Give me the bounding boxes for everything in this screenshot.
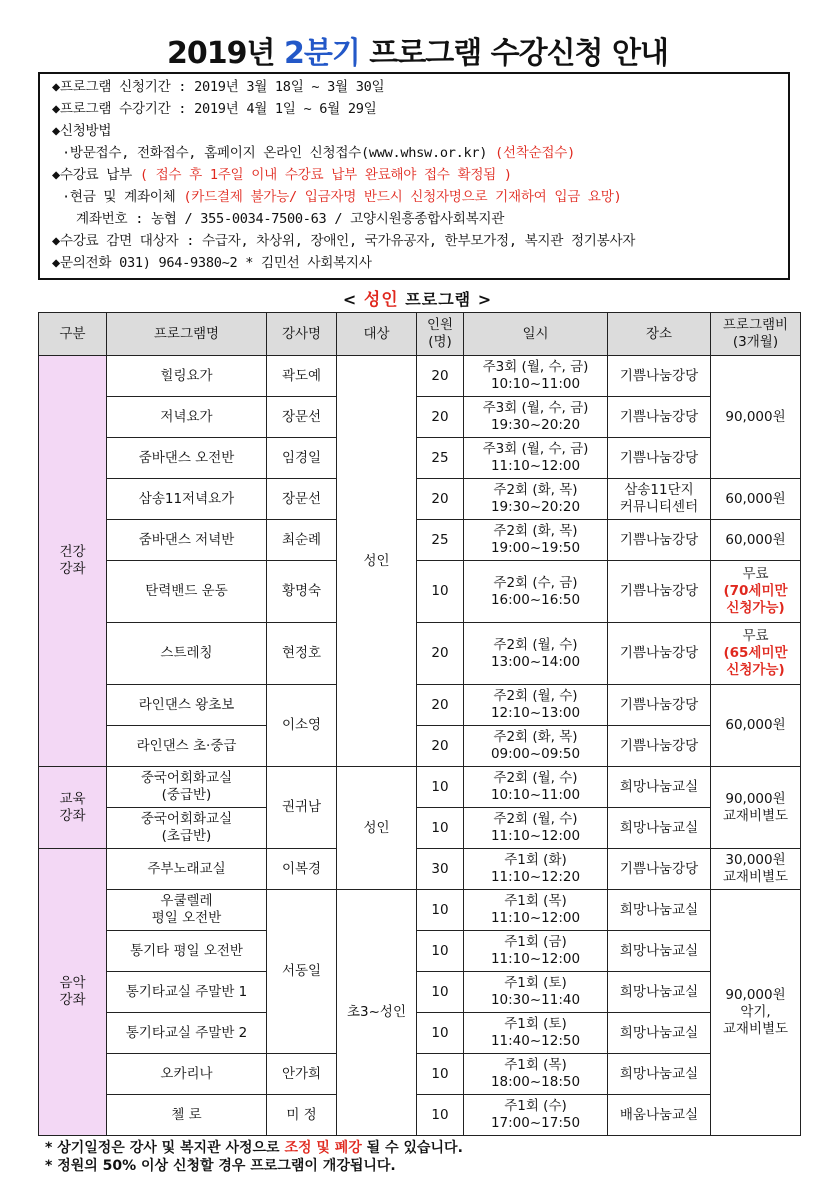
table-row bbox=[39, 849, 801, 890]
schedule: 주2회 (월, 수) 13:00~14:00 bbox=[464, 623, 608, 685]
place: 기쁨나눔강당 bbox=[608, 561, 711, 623]
header-schedule: 일시 bbox=[464, 313, 608, 356]
schedule: 주2회 (화, 목) 09:00~09:50 bbox=[464, 726, 608, 767]
program-name: 우쿨렐레 평일 오전반 bbox=[107, 890, 267, 931]
page-title bbox=[0, 28, 835, 72]
table-row bbox=[39, 726, 801, 767]
table-row bbox=[39, 685, 801, 726]
place: 기쁨나눔강당 bbox=[608, 438, 711, 479]
info-box bbox=[38, 72, 790, 280]
teacher-name: 권귀남 bbox=[267, 767, 337, 849]
table-body bbox=[39, 356, 801, 1136]
place: 기쁨나눔강당 bbox=[608, 397, 711, 438]
program-name: 탄력밴드 운동 bbox=[107, 561, 267, 623]
schedule: 주1회 (토) 10:30~11:40 bbox=[464, 972, 608, 1013]
title-text: 프로그램 수강신청 안내 bbox=[359, 36, 668, 71]
footer-notes bbox=[45, 1139, 463, 1175]
table-header-row bbox=[39, 313, 801, 356]
table-row bbox=[39, 931, 801, 972]
schedule: 주1회 (화) 11:10~12:20 bbox=[464, 849, 608, 890]
teacher-name: 곽도예 bbox=[267, 356, 337, 397]
program-name: 중국어회화교실 (중급반) bbox=[107, 767, 267, 808]
teacher-name: 장문선 bbox=[267, 479, 337, 520]
table-row bbox=[39, 623, 801, 685]
count: 10 bbox=[417, 808, 464, 849]
teacher-name: 서동일 bbox=[267, 890, 337, 1054]
table-row bbox=[39, 356, 801, 397]
count: 10 bbox=[417, 1013, 464, 1054]
footer-note-1 bbox=[45, 1139, 463, 1157]
target-elem: 초3~성인 bbox=[337, 890, 417, 1136]
title-quarter: 2분기 bbox=[283, 36, 360, 71]
program-name: 줌바댄스 오전반 bbox=[107, 438, 267, 479]
fee-label: ◆수강료 납부 bbox=[52, 167, 140, 183]
teacher-name: 이복경 bbox=[267, 849, 337, 890]
schedule: 주2회 (화, 목) 19:00~19:50 bbox=[464, 520, 608, 561]
header-fee: 프로그램비 (3개월) bbox=[711, 313, 801, 356]
teacher-name: 안가희 bbox=[267, 1054, 337, 1095]
cash-line bbox=[52, 186, 788, 208]
schedule: 주3회 (월, 수, 금) 19:30~20:20 bbox=[464, 397, 608, 438]
cash-label: ·현금 및 계좌이체 bbox=[62, 189, 184, 205]
title-year: 2019년 bbox=[167, 36, 284, 71]
table-row bbox=[39, 397, 801, 438]
schedule: 주1회 (금) 11:10~12:00 bbox=[464, 931, 608, 972]
schedule: 주1회 (수) 17:00~17:50 bbox=[464, 1095, 608, 1136]
table-row bbox=[39, 1013, 801, 1054]
program-name: 저녁요가 bbox=[107, 397, 267, 438]
program-name: 줌바댄스 저녁반 bbox=[107, 520, 267, 561]
method-note: (선착순접수) bbox=[495, 145, 575, 161]
program-name: 삼송11저녁요가 bbox=[107, 479, 267, 520]
method-desc: ·방문접수, 전화접수, 홈페이지 온라인 신청접수(www.whsw.or.kr) bbox=[62, 145, 496, 161]
schedule: 주3회 (월, 수, 금) 10:10~11:00 bbox=[464, 356, 608, 397]
program-name: 통기타교실 주말반 2 bbox=[107, 1013, 267, 1054]
header-teacher: 강사명 bbox=[267, 313, 337, 356]
table-row bbox=[39, 438, 801, 479]
teacher-name: 장문선 bbox=[267, 397, 337, 438]
teacher-name: 현정호 bbox=[267, 623, 337, 685]
category-edu: 교육 강좌 bbox=[39, 767, 107, 849]
schedule: 주2회 (화, 목) 19:30~20:20 bbox=[464, 479, 608, 520]
schedule: 주1회 (목) 18:00~18:50 bbox=[464, 1054, 608, 1095]
fee-music: 90,000원 악기, 교재비별도 bbox=[711, 890, 801, 1136]
schedule: 주2회 (월, 수) 12:10~13:00 bbox=[464, 685, 608, 726]
target-adult-health: 성인 bbox=[337, 356, 417, 767]
subtitle-highlight: 성인 bbox=[363, 290, 399, 310]
program-name: 라인댄스 초·중급 bbox=[107, 726, 267, 767]
teacher-name: 최순례 bbox=[267, 520, 337, 561]
method-label: ◆신청방법 bbox=[52, 123, 112, 139]
apply-period: ◆프로그램 신청기간 : 2019년 3월 18일 ~ 3월 30일 bbox=[52, 79, 385, 95]
fee-singing: 30,000원 교재비별도 bbox=[711, 849, 801, 890]
table-row bbox=[39, 1054, 801, 1095]
count: 25 bbox=[417, 520, 464, 561]
target-adult-edu: 성인 bbox=[337, 767, 417, 890]
contact-line: ◆문의전화 031) 964-9380~2 * 김민선 사회복지사 bbox=[52, 255, 372, 271]
program-name: 중국어회화교실 (초급반) bbox=[107, 808, 267, 849]
count: 10 bbox=[417, 931, 464, 972]
header-target: 대상 bbox=[337, 313, 417, 356]
table-row bbox=[39, 890, 801, 931]
header-place: 장소 bbox=[608, 313, 711, 356]
place: 희망나눔교실 bbox=[608, 808, 711, 849]
schedule: 주2회 (월, 수) 10:10~11:00 bbox=[464, 767, 608, 808]
section-subtitle bbox=[0, 285, 835, 310]
program-name: 통기타교실 주말반 1 bbox=[107, 972, 267, 1013]
fee-note: ( 접수 후 1주일 이내 수강료 납부 완료해야 접수 확정됨 ) bbox=[139, 167, 512, 183]
table-row bbox=[39, 520, 801, 561]
fee-band bbox=[711, 561, 801, 623]
schedule: 주1회 (목) 11:10~12:00 bbox=[464, 890, 608, 931]
place: 배움나눔교실 bbox=[608, 1095, 711, 1136]
program-name: 힐링요가 bbox=[107, 356, 267, 397]
teacher-name: 미 정 bbox=[267, 1095, 337, 1136]
place: 기쁨나눔강당 bbox=[608, 849, 711, 890]
place: 기쁨나눔강당 bbox=[608, 356, 711, 397]
account-line: 계좌번호 : 농협 / 355-0034-7500-63 / 고양시원흥종합사회복지관 bbox=[76, 211, 505, 227]
place: 희망나눔교실 bbox=[608, 767, 711, 808]
place: 희망나눔교실 bbox=[608, 931, 711, 972]
fee-stretch-free: 무료 bbox=[742, 628, 769, 644]
fee-stretch bbox=[711, 623, 801, 685]
teacher-name: 황명숙 bbox=[267, 561, 337, 623]
header-category: 구분 bbox=[39, 313, 107, 356]
fee-zumba-evening: 60,000원 bbox=[711, 520, 801, 561]
table-row bbox=[39, 972, 801, 1013]
subtitle-right: 프로그램 > bbox=[398, 290, 493, 309]
program-name: 라인댄스 왕초보 bbox=[107, 685, 267, 726]
count: 10 bbox=[417, 561, 464, 623]
footer-note-1a: * 상기일정은 강사 및 복지관 사정으로 bbox=[45, 1140, 285, 1156]
category-health: 건강 강좌 bbox=[39, 356, 107, 767]
fee-line bbox=[52, 164, 788, 186]
table-row bbox=[39, 808, 801, 849]
count: 30 bbox=[417, 849, 464, 890]
table-row bbox=[39, 561, 801, 623]
footer-note-1b: 될 수 있습니다. bbox=[361, 1140, 463, 1156]
place: 희망나눔교실 bbox=[608, 890, 711, 931]
category-music: 음악 강좌 bbox=[39, 849, 107, 1136]
count: 20 bbox=[417, 397, 464, 438]
discount-line: ◆수강료 감면 대상자 : 수급자, 차상위, 장애인, 국가유공자, 한부모가정, 복지관 정기봉사자 bbox=[52, 233, 636, 249]
table-row bbox=[39, 479, 801, 520]
fee-band-free: 무료 bbox=[742, 566, 769, 582]
place: 기쁨나눔강당 bbox=[608, 623, 711, 685]
footer-note-2: * 정원의 50% 이상 신청할 경우 프로그램이 개강됩니다. bbox=[45, 1158, 396, 1174]
header-program: 프로그램명 bbox=[107, 313, 267, 356]
place: 삼송11단지 커뮤니티센터 bbox=[608, 479, 711, 520]
place: 희망나눔교실 bbox=[608, 1013, 711, 1054]
fee-band-note: (70세미만 신청가능) bbox=[723, 583, 788, 616]
count: 10 bbox=[417, 767, 464, 808]
count: 20 bbox=[417, 623, 464, 685]
place: 희망나눔교실 bbox=[608, 972, 711, 1013]
program-name: 주부노래교실 bbox=[107, 849, 267, 890]
count: 10 bbox=[417, 1054, 464, 1095]
count: 10 bbox=[417, 972, 464, 1013]
fee-chinese: 90,000원 교재비별도 bbox=[711, 767, 801, 849]
method-text bbox=[52, 142, 788, 164]
program-table bbox=[38, 312, 801, 1136]
place: 희망나눔교실 bbox=[608, 1054, 711, 1095]
place: 기쁨나눔강당 bbox=[608, 520, 711, 561]
schedule: 주3회 (월, 수, 금) 11:10~12:00 bbox=[464, 438, 608, 479]
table-row bbox=[39, 767, 801, 808]
count: 20 bbox=[417, 726, 464, 767]
count: 25 bbox=[417, 438, 464, 479]
fee-samsong: 60,000원 bbox=[711, 479, 801, 520]
schedule: 주1회 (토) 11:40~12:50 bbox=[464, 1013, 608, 1054]
count: 20 bbox=[417, 479, 464, 520]
count: 10 bbox=[417, 1095, 464, 1136]
count: 20 bbox=[417, 356, 464, 397]
place: 기쁨나눔강당 bbox=[608, 685, 711, 726]
program-name: 통기타 평일 오전반 bbox=[107, 931, 267, 972]
schedule: 주2회 (수, 금) 16:00~16:50 bbox=[464, 561, 608, 623]
header-count: 인원 (명) bbox=[417, 313, 464, 356]
teacher-name: 이소영 bbox=[267, 685, 337, 767]
course-period: ◆프로그램 수강기간 : 2019년 4월 1일 ~ 6월 29일 bbox=[52, 101, 377, 117]
place: 기쁨나눔강당 bbox=[608, 726, 711, 767]
fee-stretch-note: (65세미만 신청가능) bbox=[723, 645, 788, 678]
cash-note: (카드결제 불가능/ 입금자명 반드시 신청자명으로 기재하여 입금 요망) bbox=[183, 189, 622, 205]
count: 20 bbox=[417, 685, 464, 726]
teacher-name: 임경일 bbox=[267, 438, 337, 479]
table-row bbox=[39, 1095, 801, 1136]
fee-yoga: 90,000원 bbox=[711, 356, 801, 479]
count: 10 bbox=[417, 890, 464, 931]
program-name: 첼 로 bbox=[107, 1095, 267, 1136]
program-name: 스트레칭 bbox=[107, 623, 267, 685]
schedule: 주2회 (월, 수) 11:10~12:00 bbox=[464, 808, 608, 849]
fee-line-dance: 60,000원 bbox=[711, 685, 801, 767]
subtitle-left: < bbox=[342, 290, 364, 309]
program-name: 오카리나 bbox=[107, 1054, 267, 1095]
footer-note-1-red: 조정 및 폐강 bbox=[284, 1140, 362, 1156]
